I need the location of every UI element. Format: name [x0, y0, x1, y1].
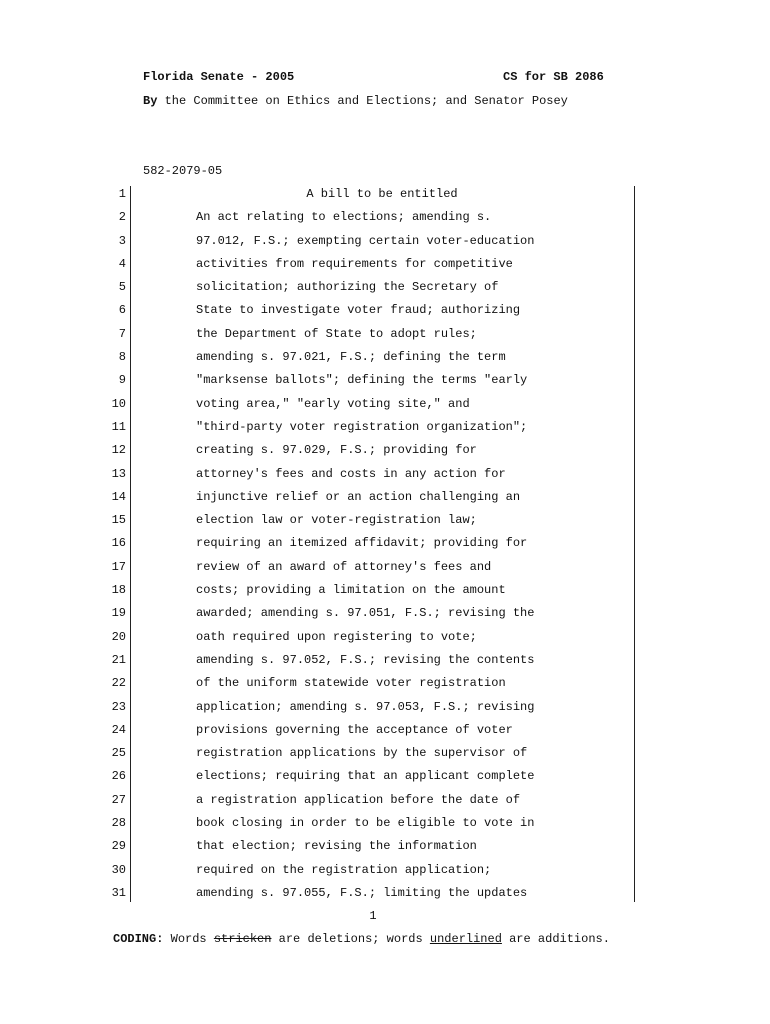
page-number: 1	[369, 909, 377, 923]
bill-line	[0, 326, 770, 349]
coding-legend	[113, 932, 610, 946]
line-text: An act relating to elections; amending s.	[196, 210, 492, 225]
line-number: 10	[111, 396, 126, 411]
line-number: 7	[118, 326, 126, 341]
bill-line	[0, 792, 770, 815]
line-number: 17	[111, 559, 126, 574]
bill-line	[0, 209, 770, 232]
coding-text-3: are additions.	[501, 932, 610, 946]
bill-line	[0, 768, 770, 791]
coding-text-1: Words	[163, 932, 214, 946]
line-text: 97.012, F.S.; exempting certain voter-education	[196, 233, 535, 248]
bill-line	[0, 745, 770, 768]
line-text: State to investigate voter fraud; authorizing	[196, 303, 521, 318]
line-text: costs; providing a limitation on the amount	[196, 583, 506, 598]
line-number: 27	[111, 792, 126, 807]
line-number: 18	[111, 583, 126, 598]
bill-line	[0, 279, 770, 302]
stricken-example: stricken	[213, 932, 272, 946]
line-number: 5	[118, 280, 126, 295]
line-number: 26	[111, 769, 126, 784]
line-number: 1	[118, 187, 126, 201]
line-text: voting area," "early voting site," and	[196, 396, 470, 411]
sponsor-text: the Committee on Ethics and Elections; and Senator Posey	[157, 94, 568, 108]
line-text: elections; requiring that an applicant complete	[196, 769, 535, 784]
line-number: 4	[118, 256, 126, 271]
document-header-left: Florida Senate - 2005	[143, 70, 295, 84]
bill-line	[0, 815, 770, 838]
bill-line	[0, 838, 770, 861]
line-text: that election; revising the information	[196, 839, 477, 854]
bill-line	[0, 489, 770, 512]
bill-line	[0, 466, 770, 489]
bill-line	[0, 256, 770, 279]
line-text: the Department of State to adopt rules;	[196, 326, 477, 341]
bill-number: CS for SB 2086	[503, 70, 604, 84]
bill-line	[0, 535, 770, 558]
line-text: attorney's fees and costs in any action for	[196, 466, 506, 481]
line-number: 20	[111, 629, 126, 644]
line-text: awarded; amending s. 97.051, F.S.; revising the	[196, 606, 535, 621]
line-number: 30	[111, 862, 126, 877]
bill-line	[0, 699, 770, 722]
line-number: 21	[111, 652, 126, 667]
line-text: amending s. 97.055, F.S.; limiting the updates	[196, 885, 528, 900]
line-number: 25	[111, 746, 126, 761]
line-text: amending s. 97.021, F.S.; defining the term	[196, 350, 506, 365]
bill-line	[0, 722, 770, 745]
line-number: 15	[111, 513, 126, 528]
line-number: 28	[111, 816, 126, 831]
bill-line	[0, 233, 770, 256]
line-text: a registration application before the date of	[196, 792, 521, 807]
line-text: provisions governing the acceptance of voter	[196, 722, 513, 737]
line-text: review of an award of attorney's fees and	[196, 559, 492, 574]
bill-lines	[0, 186, 770, 908]
line-text: election law or voter-registration law;	[196, 513, 477, 528]
line-number: 16	[111, 536, 126, 551]
bill-line	[0, 512, 770, 535]
bill-line	[0, 862, 770, 885]
sponsor-by-label: By	[143, 94, 158, 108]
line-number: 2	[118, 210, 126, 225]
line-text: activities from requirements for competitive	[196, 256, 513, 271]
line-text: A bill to be entitled	[306, 187, 458, 201]
bill-line	[0, 349, 770, 372]
line-text: "marksense ballots"; defining the terms "early	[196, 373, 528, 388]
line-number: 23	[111, 699, 126, 714]
line-text: required on the registration application;	[196, 862, 492, 877]
line-number: 8	[118, 350, 126, 365]
underlined-example: underlined	[429, 932, 502, 946]
line-text: requiring an itemized affidavit; providing for	[196, 536, 528, 551]
line-number: 29	[111, 839, 126, 854]
line-text: book closing in order to be eligible to vote in	[196, 816, 535, 831]
line-number: 13	[111, 466, 126, 481]
line-text: application; amending s. 97.053, F.S.; revising	[196, 699, 535, 714]
bill-code: 582-2079-05	[143, 164, 223, 178]
sponsor-line	[143, 94, 568, 108]
line-text: registration applications by the supervisor of	[196, 746, 528, 761]
line-number: 11	[111, 419, 126, 434]
line-text: solicitation; authorizing the Secretary of	[196, 280, 499, 295]
line-number: 9	[118, 373, 126, 388]
line-text: creating s. 97.029, F.S.; providing for	[196, 443, 477, 458]
line-text: "third-party voter registration organization";	[196, 419, 528, 434]
bill-line	[0, 419, 770, 442]
bill-line	[0, 559, 770, 582]
coding-label: CODING:	[113, 932, 164, 946]
bill-line	[0, 302, 770, 325]
bill-line	[0, 372, 770, 395]
line-number: 14	[111, 489, 126, 504]
bill-line	[0, 675, 770, 698]
line-number: 31	[111, 885, 126, 900]
coding-text-2: are deletions; words	[271, 932, 430, 946]
line-text: oath required upon registering to vote;	[196, 629, 477, 644]
bill-line	[0, 186, 770, 209]
line-text: of the uniform statewide voter registration	[196, 676, 506, 691]
line-text: injunctive relief or an action challenging an	[196, 489, 521, 504]
line-number: 22	[111, 676, 126, 691]
bill-line	[0, 629, 770, 652]
bill-line	[0, 442, 770, 465]
line-number: 19	[111, 606, 126, 621]
bill-line	[0, 652, 770, 675]
bill-line	[0, 396, 770, 419]
line-number: 3	[118, 233, 126, 248]
line-number: 6	[118, 303, 126, 318]
bill-line	[0, 605, 770, 628]
bill-line	[0, 582, 770, 605]
line-number: 12	[111, 443, 126, 458]
line-text: amending s. 97.052, F.S.; revising the contents	[196, 652, 535, 667]
bill-line	[0, 885, 770, 908]
line-number: 24	[111, 722, 126, 737]
